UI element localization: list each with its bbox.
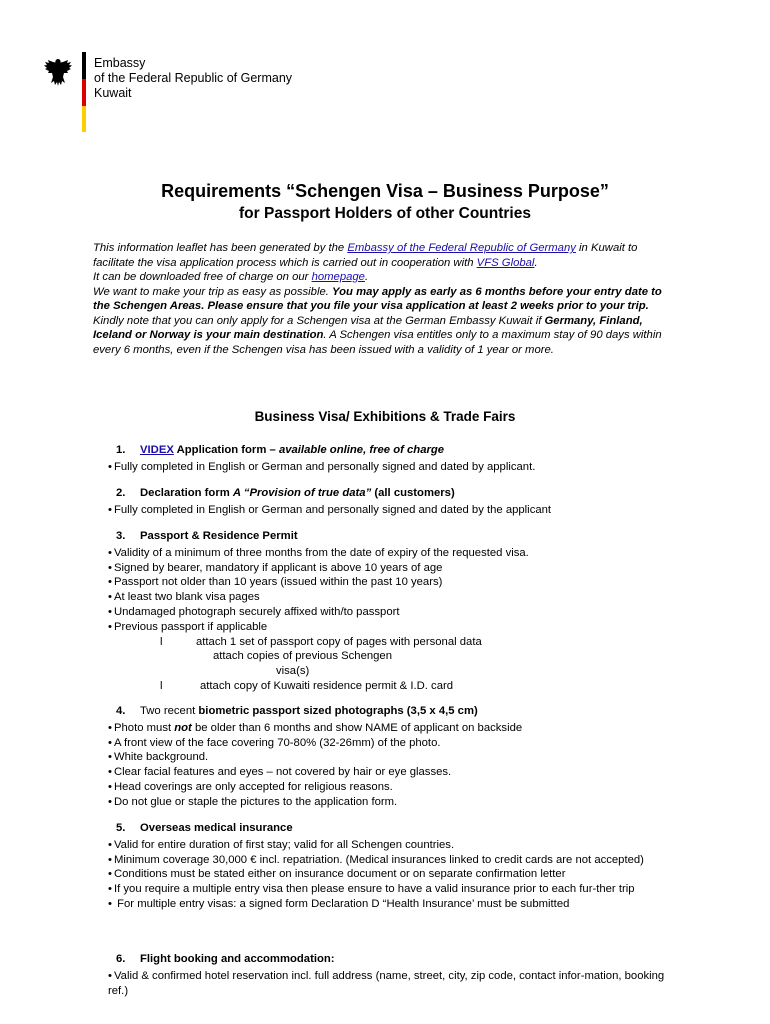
list-item: • Passport not older than 10 years (issued within the past 10 years) — [108, 575, 678, 590]
photo-age-emphasis: not — [174, 721, 192, 734]
sub-item-schengen-copies-cont: visa(s) — [276, 665, 310, 678]
list-item: • Conditions must be stated either on insurance document or on separate confirmation letter — [108, 867, 678, 882]
section-1-heading — [116, 443, 678, 458]
list-item: • Fully completed in English or German and personally signed and dated by the applicant — [108, 503, 678, 518]
section-medical-insurance — [108, 821, 678, 912]
intro-paragraph-4 — [93, 314, 673, 358]
section-3-number: 3. — [116, 530, 126, 542]
photo-age-a: Photo must — [113, 721, 175, 734]
embassy-line-1: Embassy — [94, 56, 146, 70]
videx-link[interactable]: VIDEX — [140, 444, 174, 456]
list-item: • Minimum coverage 30,000 € incl. repatriation. (Medical insurances linked to credit cards are not accepted) — [108, 853, 678, 868]
section-photographs — [108, 704, 678, 810]
intro-p2-a: It can be downloaded free of charge on our — [93, 271, 312, 283]
list-item: • Valid & confirmed hotel reservation incl. full address (name, street, city, zip code, contact infor-mation, booking ref.) — [108, 969, 678, 999]
intro-p4-bold: Germany, Finland, Iceland or Norway is your main destination — [93, 314, 643, 341]
sub-marker: l — [160, 635, 163, 648]
list-item: • Validity of a minimum of three months from the date of expiry of the requested visa. — [108, 546, 678, 561]
section-passport — [108, 529, 678, 694]
vfs-global-link[interactable]: VFS Global — [476, 256, 535, 269]
flag-black — [82, 52, 86, 79]
embassy-link[interactable]: Embassy of the Federal Republic of Germany — [347, 242, 576, 254]
list-item: • Valid for entire duration of first stay; valid for all Schengen countries. — [108, 838, 678, 853]
section-5-number: 5. — [116, 822, 126, 834]
flag-red — [82, 79, 86, 106]
section-5-heading — [116, 821, 678, 836]
section-heading: Business Visa/ Exhibitions & Trade Fairs — [254, 409, 516, 424]
section-2-head-a: Declaration form — [140, 487, 233, 499]
intro-p1-a: This information leaflet has been generated by the — [93, 242, 348, 254]
intro-p1-b: in Kuwait to facilitate the visa application process which is carried out in cooperation with — [93, 242, 638, 269]
section-2-heading — [116, 486, 678, 501]
list-item: • For multiple entry visas: a signed form Declaration D “Health Insurance’ must be submitted — [108, 897, 678, 912]
intro-p1-c: . — [534, 256, 538, 269]
intro-text — [93, 241, 673, 357]
document-title: Requirements “Schengen Visa – Business Purpose” — [161, 181, 609, 201]
photo-age-b: be older than 6 months and show NAME of applicant on backside — [191, 721, 523, 734]
list-item: • Previous passport if applicable — [108, 620, 678, 635]
section-declaration-form — [108, 486, 678, 518]
section-1-head-italic: available online, free of charge — [278, 444, 445, 456]
sub-item-residence-permit — [108, 679, 678, 694]
section-5-head: Overseas medical insurance — [140, 822, 293, 834]
section-6-head: Flight booking and accommodation: — [140, 953, 335, 965]
section-application-form — [108, 443, 678, 475]
section-3-heading — [116, 529, 678, 544]
list-item: • If you require a multiple entry visa then please ensure to have a valid insurance prior to each fur-ther trip — [108, 882, 678, 897]
section-2-head-b: (all customers) — [371, 487, 455, 499]
list-item: • Clear facial features and eyes – not covered by hair or eye glasses. — [108, 765, 678, 780]
list-item: • Fully completed in English or German and personally signed and dated by applicant. — [108, 460, 678, 475]
section-2-number: 2. — [116, 487, 126, 499]
list-item: • Head coverings are only accepted for religious reasons. — [108, 780, 678, 795]
intro-p4-a: Kindly note that you can only apply for a Schengen visa at the German Embassy Kuwait if — [93, 314, 545, 327]
list-item: • White background. — [108, 750, 678, 765]
section-4-heading — [116, 704, 678, 719]
sub-text: attach 1 set of passport copy of pages with personal data — [196, 635, 482, 648]
embassy-line-2: of the Federal Republic of Germany — [94, 71, 293, 85]
section-1-head-a: Application form – — [173, 444, 279, 456]
intro-p2-b: . — [364, 271, 369, 283]
homepage-link[interactable]: homepage — [311, 271, 365, 283]
section-4-head-bold: biometric passport sized photographs (3,5 x 4,5 cm) — [198, 705, 478, 717]
list-item: • At least two blank visa pages — [108, 590, 678, 605]
sub-marker: l — [160, 679, 163, 692]
embassy-line-3: Kuwait — [94, 86, 132, 100]
sub-item-passport-copy — [108, 635, 678, 650]
federal-eagle-icon — [42, 56, 74, 88]
section-4-number: 4. — [116, 705, 126, 717]
list-item: • Do not glue or staple the pictures to the application form. — [108, 795, 678, 810]
sub-item-schengen-copies: attach copies of previous Schengen — [213, 650, 392, 663]
intro-p3-bold: You may apply as early as 6 months before your entry date to the Schengen Areas. Please ensure that you file your visa application at least 2 weeks prior to your trip. — [93, 285, 662, 312]
section-2-head-italic: A “Provision of true data” — [232, 487, 372, 499]
section-3-head: Passport & Residence Permit — [140, 530, 298, 542]
section-6-heading — [116, 952, 678, 967]
list-item: • A front view of the face covering 70-80% (32-26mm) of the photo. — [108, 736, 678, 751]
list-item: • Undamaged photograph securely affixed with/to passport — [108, 605, 678, 620]
section-6-number: 6. — [116, 953, 126, 965]
sub-text: attach copy of Kuwaiti residence permit & I.D. card — [200, 679, 454, 692]
document-subtitle: for Passport Holders of other Countries — [239, 205, 531, 222]
list-item: • Signed by bearer, mandatory if applicant is above 10 years of age — [108, 561, 678, 576]
intro-paragraph-2 — [93, 270, 673, 285]
embassy-name — [94, 56, 292, 101]
intro-p3-a: We want to make your trip as easy as possible. — [93, 285, 333, 298]
flag-gold — [82, 106, 86, 132]
german-flag-stripe — [82, 52, 86, 132]
intro-p4-b: . A Schengen visa entitles only to a maximum stay of 90 days within every 6 months, even if the Schengen visa has been issued with a validity of 1 year or more. — [93, 329, 662, 356]
section-1-number: 1. — [116, 444, 126, 456]
list-item — [108, 721, 678, 736]
intro-paragraph-1 — [93, 241, 673, 270]
intro-paragraph-3 — [93, 285, 673, 314]
section-4-head-a: Two recent — [140, 705, 199, 717]
section-flight-accommodation — [108, 952, 678, 998]
